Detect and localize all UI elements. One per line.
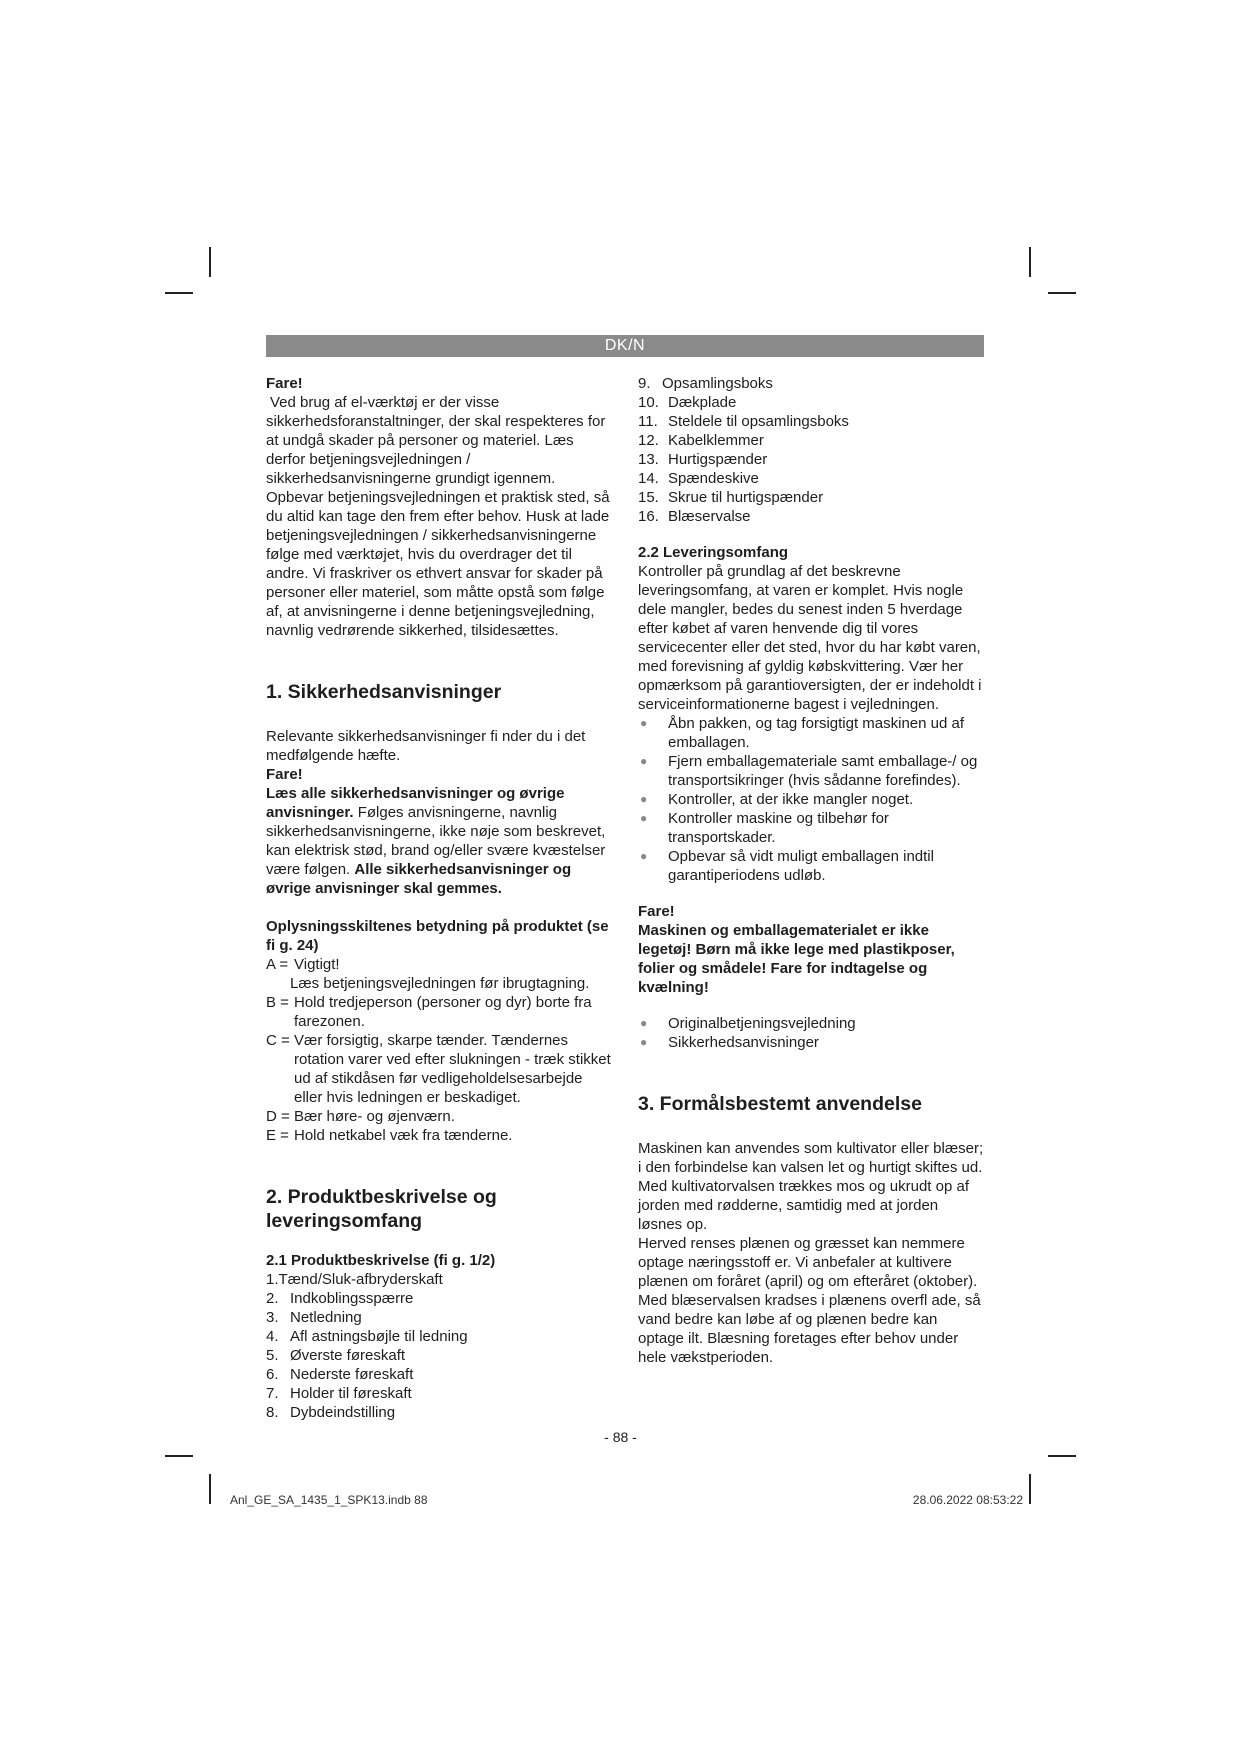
section-2-2-warning-body: Maskinen og emballagematerialet er ikke legetøj! Børn må ikke lege med plastikposer, folier og smådele! Fare for indtagelse og kvælning!: [638, 922, 955, 996]
bullet-icon: ●: [640, 849, 648, 863]
crop-mark: [1048, 292, 1076, 294]
part-item: 12. Kabelklemmer: [638, 432, 764, 449]
part-item: 3. Netledning: [266, 1309, 362, 1326]
section-3-paragraph: Maskinen kan anvendes som kultivator eller blæser; i den forbindelse kan valsen let og hurtigt skiftes ud. Med kultivatorvalsen trækkes mos og ukrudt op af jorden med rødderne, samtidig med at jorden løsnes op.: [638, 1140, 984, 1233]
section-3-paragraph: Herved renses plænen og græsset kan nemmere optage næringsstoff er. Vi anbefaler at kultivere plænen om foråret (april) og om efteråret (oktober).: [638, 1235, 978, 1290]
part-item: 4. Afl astningsbøjle til ledning: [266, 1328, 468, 1345]
part-item: 13. Hurtigspænder: [638, 451, 768, 468]
sign-item: E = Hold netkabel væk fra tænderne.: [266, 1127, 513, 1144]
part-item: 6. Nederste føreskaft: [266, 1366, 414, 1383]
left-column: [266, 374, 612, 1422]
crop-mark: [1029, 247, 1031, 277]
crop-mark: [165, 1455, 193, 1457]
bullet-item: ● Kontroller maskine og tilbehør for transportskader.: [640, 810, 889, 846]
section-1-warning-title: Fare!: [266, 766, 303, 783]
bullet-item: ● Åbn pakken, og tag forsigtigt maskinen ud af emballagen.: [640, 715, 965, 751]
part-item: 8. Dybdeindstilling: [266, 1404, 396, 1421]
included-documents: [638, 1014, 984, 1052]
bullet-icon: ●: [640, 1035, 648, 1049]
crop-mark: [1048, 1455, 1076, 1457]
bullet-icon: ●: [640, 792, 648, 806]
section-2-heading: 2. Produktbeskrivelse og leveringsomfang: [266, 1186, 497, 1232]
section-2-2-warning-title: Fare!: [638, 903, 675, 920]
section-1-heading: 1. Sikkerhedsanvisninger: [266, 681, 502, 703]
page-number: - 88 -: [604, 1429, 637, 1445]
language-header-bar: DK/N: [266, 335, 984, 357]
warning-body: Ved brug af el-værktøj er der visse sikkerhedsforanstaltninger, der skal respekteres for at undgå skader på personer og materiel. Læs derfor betjeningsvejledningen / sikkerhedsanvisningerne grundigt igennem. Opbevar betjeningsvejledningen et praktisk sted, så du altid kan tage den frem efter behov. Husk at lade betjeningsvejledningen / sikkerhedsanvisningerne følge med værktøjet, hvis du overdrager det til andre. Vi fraskriver os ethvert ansvar for skader på personer eller materiel, som måtte opstå som følge af, at anvisningerne i denne betjeningsvejledning, navnlig vedrørende sikkerhed, tilsidesættes.: [266, 394, 610, 639]
section-1-warning-body: [266, 784, 612, 898]
crop-mark: [209, 1474, 211, 1504]
parts-list-right: [638, 374, 984, 526]
footer-timestamp: 28.06.2022 08:53:22: [912, 1493, 1023, 1507]
bullet-item: ● Sikkerhedsanvisninger: [640, 1034, 819, 1051]
part-item: 14. Spændeskive: [638, 470, 759, 487]
section-3-heading: 3. Formålsbestemt anvendelse: [638, 1093, 922, 1115]
part-item: 2. Indkoblingsspærre: [266, 1290, 414, 1307]
part-item: 11. Steldele til opsamlingsboks: [638, 413, 849, 430]
bullet-item: ● Fjern emballagemateriale samt emballage-/ og transportsikringer (hvis sådanne forefindes).: [640, 753, 978, 789]
unpacking-steps: [638, 714, 984, 885]
bullet-icon: ●: [640, 1016, 648, 1030]
bullet-item: ● Opbevar så vidt muligt emballagen indtil garantiperiodens udløb.: [640, 848, 934, 884]
warning-title: Fare!: [266, 375, 303, 392]
bullet-item: ● Kontroller, at der ikke mangler noget.: [640, 791, 914, 808]
part-item: 7. Holder til føreskaft: [266, 1385, 412, 1402]
part-item: 5. Øverste føreskaft: [266, 1347, 406, 1364]
sign-item: B = Hold tredjeperson (personer og dyr) borte fra farezonen.: [266, 994, 592, 1030]
sign-item: Læs betjeningsvejledningen før ibrugtagning.: [290, 975, 590, 992]
section-2-2-heading: 2.2 Leveringsomfang: [638, 544, 789, 561]
section-1-bold-tail: Alle sikkerhedsanvisninger og øvrige anvisninger skal gemmes.: [266, 861, 572, 897]
part-item: 16. Blæservalse: [638, 508, 751, 525]
bullet-item: ● Originalbetjeningsvejledning: [640, 1015, 856, 1032]
crop-mark: [1029, 1474, 1031, 1504]
section-3-paragraph: Med blæservalsen kradses i plænens overfl ade, så vand bedre kan løbe af og plænen bedre kan optage ilt. Blæsning foretages efter behov under hele vækstperioden.: [638, 1292, 981, 1366]
section-1-bold-lead: Læs alle sikkerhedsanvisninger og øvrige anvisninger.: [266, 785, 565, 821]
section-1-intro: Relevante sikkerhedsanvisninger fi nder du i det medfølgende hæfte.: [266, 728, 586, 764]
bullet-icon: ●: [640, 754, 648, 768]
section-2-2-body: Kontroller på grundlag af det beskrevne leveringsomfang, at varen er komplet. Hvis nogle dele mangler, bedes du senest inden 5 hverdage efter købet af varen henvende dig til vores servicecenter eller det sted, hvor du har købt varen, med forevisning af gyldig købskvittering. Vær her opmærksom på garantioversigten, der er indeholdt i serviceinformationerne bagest i vejledningen.: [638, 563, 982, 713]
sign-item: C = Vær forsigtig, skarpe tænder. Tændernes rotation varer ved efter slukningen - træk stikket ud af stikdåsen før vedligeholdelsesarbejde eller hvis ledningen er beskadiget.: [266, 1032, 611, 1106]
part-item-1: 1.Tænd/Sluk-afbryderskaft: [266, 1271, 443, 1288]
bullet-icon: ●: [640, 716, 648, 730]
right-column: [638, 374, 984, 1367]
signs-list: [266, 955, 612, 1145]
part-item: 15. Skrue til hurtigspænder: [638, 489, 824, 506]
part-item: 10. Dækplade: [638, 394, 737, 411]
part-item: 9. Opsamlingsboks: [638, 375, 773, 392]
crop-mark: [209, 247, 211, 277]
parts-list-left: [266, 1289, 612, 1422]
footer-file-name: Anl_GE_SA_1435_1_SPK13.indb 88: [230, 1493, 428, 1507]
bullet-icon: ●: [640, 811, 648, 825]
section-1-text: Følges anvisningerne, navnlig sikkerhedsanvisningerne, ikke nøje som beskrevet, kan elektrisk stød, brand og/eller svære kvæstelser være følgen.: [266, 804, 606, 878]
crop-mark: [165, 292, 193, 294]
section-2-1-heading: 2.1 Produktbeskrivelse (fi g. 1/2): [266, 1252, 496, 1269]
sign-item: D = Bær høre- og øjenværn.: [266, 1108, 455, 1125]
signs-heading: Oplysningsskiltenes betydning på produktet (se fi g. 24): [266, 918, 609, 954]
sign-item: A = Vigtigt!: [266, 956, 340, 973]
